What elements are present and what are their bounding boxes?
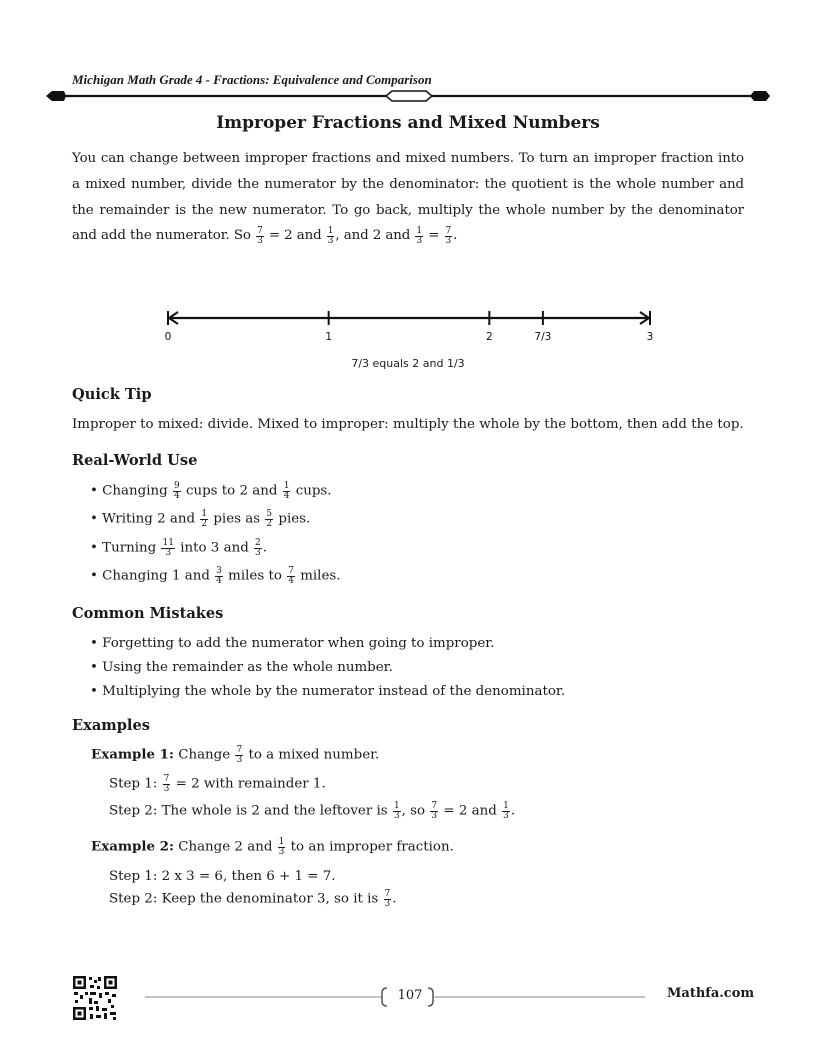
quick-tip-text: Improper to mixed: divide. Mixed to improper: multiply the whole by the bottom, then add the top. <box>72 417 744 432</box>
number-line-tick-label: 7/3 <box>534 331 552 343</box>
list-item: • Using the remainder as the whole number. <box>90 660 393 675</box>
mistakes-heading: Common Mistakes <box>72 605 224 622</box>
list-item: • Multiplying the whole by the numerator instead of the denominator. <box>90 684 566 699</box>
number-line-tick-label: 2 <box>485 331 493 343</box>
list-item: • Changing $\frac{9}{4}$ cups to 2 and $\frac{1}{4}$ cups. <box>90 481 332 501</box>
list-item: • Writing 2 and $\frac{1}{2}$ pies as $\frac{5}{2}$ pies. <box>90 509 311 529</box>
fraction: $\frac{7}{3}$ <box>257 225 263 246</box>
header-title: Michigan Math Grade 4 - Fractions: Equivalence and Comparison <box>72 72 432 87</box>
list-item: • Forgetting to add the numerator when going to improper. <box>90 636 495 651</box>
fraction: $\frac{7}{3}$ <box>445 225 452 246</box>
real-world-heading: Real-World Use <box>72 452 198 469</box>
list-item: • Turning $\frac{11}{3}$ into 3 and $\frac{2}{3}$ . <box>90 538 268 558</box>
site-name: Mathfa.com <box>667 986 755 1001</box>
example-1-step-1: Step 1: $\frac{7}{3}$ = 2 with remainder 1. <box>109 774 326 794</box>
number-line <box>150 300 670 350</box>
number-line-tick-label: 3 <box>646 331 654 343</box>
header-divider <box>44 88 772 104</box>
example-2-step-1: Step 1: 2 x 3 = 6, then 6 + 1 = 7. <box>109 869 336 884</box>
number-line-caption: 7/3 equals 2 and 1/3 <box>351 357 465 370</box>
number-line-tick-label: 0 <box>164 331 172 343</box>
fraction: $\frac{1}{3}$ <box>416 225 423 246</box>
example-1-step-2: Step 2: The whole is 2 and the leftover is $\frac{1}{3}$ , so $\frac{7}{3}$ = 2 and $\frac{1}{3}$ . <box>109 801 516 821</box>
examples-heading: Examples <box>72 717 150 734</box>
quick-tip-heading: Quick Tip <box>72 386 152 403</box>
example-2: Example 2: Change 2 and $\frac{1}{3}$ to an improper fraction. <box>91 837 454 857</box>
qr-code-icon <box>72 975 120 1021</box>
page-number: 107 <box>397 988 423 1003</box>
example-2-step-2: Step 2: Keep the denominator 3, so it is $\frac{7}{3}$ . <box>109 889 397 909</box>
intro-paragraph: You can change between improper fractions and mixed numbers. To turn an improper fraction into a mixed number, divide the numerator by the denominator: the quotient is the whole number and the remainder is the new numerator. To go back, multiply the whole number by the denominator and add the numerator. So $\frac{7}{3}$ = 2 and $\frac{1}{3}$ , and 2 and $\frac{1}{3}$ = $\frac{7}{3}$ . <box>72 151 744 246</box>
list-item: • Changing 1 and $\frac{3}{4}$ miles to $\frac{7}{4}$ miles. <box>90 566 341 586</box>
example-1: Example 1: Change $\frac{7}{3}$ to a mixed number. <box>91 745 380 765</box>
fraction: $\frac{1}{3}$ <box>327 225 334 246</box>
number-line-tick-label: 1 <box>325 331 333 343</box>
page-title: Improper Fractions and Mixed Numbers <box>216 113 600 133</box>
intro-text: You can change between improper fractions and mixed numbers. To turn an improper fraction into a mixed number, divide the numerator by the denominator: the quotient is the whole number and the remainder is the new numerator. To go back, multiply the whole number by the denominator and add the numerator. So <box>72 151 744 244</box>
